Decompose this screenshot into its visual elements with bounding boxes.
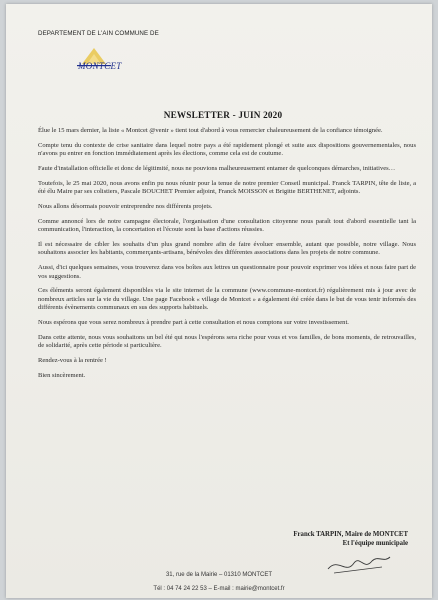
signature-block	[293, 530, 408, 548]
logo-wordmark: MONTCET	[78, 61, 122, 71]
paragraph: Élue le 15 mars dernier, la liste « Montcet @venir » tient tout d'abord à vous remercier chaleureusement de la confiance témoignée.	[38, 127, 383, 134]
signature-name: Franck TARPIN, Maire de MONTCET	[293, 531, 408, 538]
newsletter-page	[6, 4, 432, 598]
footer-address: 31, rue de la Mairie – 01310 MONTCET	[165, 572, 273, 578]
newsletter-title: NEWSLETTER - JUIN 2020	[163, 110, 283, 120]
paragraph: Compte tenu du contexte de crise sanitaire dans lequel notre pays a été rapidement plongé et suite aux dispositions gouvernementales, nous n'avons pu entrer en fonction immédiatement après les élections, comme cela est de coutume.	[38, 141, 416, 158]
paragraph: Nous allons désormais pouvoir entreprendre nos différents projets.	[38, 203, 213, 210]
paragraph: Il est nécessaire de cibler les souhaits d'un plus grand nombre afin de faire évoluer ensemble, autant que possible, notre village. Nous souhaitons associer les habitants, commerçants-artisans, bénévoles des différentes associations dans les projets de notre commune.	[38, 241, 416, 257]
paragraph: Comme annoncé lors de notre campagne électorale, l'organisation d'une consultation citoyenne nous paraît tout d'abord essentielle tant la communication, l'interaction, la concertation et l'écoute sont la base d'actions réussies.	[38, 217, 416, 234]
paragraph: Dans cette attente, nous vous souhaitons un bel été qui nous l'espérons sera riche pour vous et vos familles, de bons moments, de retrouvailles, de solidarité, après cette période si particulière.	[38, 333, 416, 350]
department-header: DEPARTEMENT DE L'AIN COMMUNE DE	[38, 30, 159, 37]
paragraph: Rendez-vous à la rentrée !	[38, 357, 107, 365]
footer-contact: Tél : 04 74 24 22 53 – E-mail : mairie@montcet.fr	[153, 586, 285, 592]
newsletter-body	[38, 127, 416, 387]
paragraph: Aussi, d'ici quelques semaines, vous trouverez dans vos boîtes aux lettres un questionnaire pour pouvoir exprimer vos idées et nous faire part de vos suggestions.	[38, 264, 416, 280]
paragraph: Bien sincèrement.	[38, 371, 86, 379]
paragraph: Faute d'installation officielle et donc de légitimité, nous ne pouvions malheureusement entamer de quelconques démarches, initiatives…	[38, 165, 396, 172]
signature-team: Et l'équipe municipale	[342, 540, 408, 547]
paragraph: Nous espérons que vous serez nombreux à prendre part à cette consultation et nous comptons sur votre investissement.	[38, 319, 349, 327]
paragraph: Toutefois, le 25 mai 2020, nous avons enfin pu nous réunir pour la tenue de notre premier Conseil municipal. Franck TARPIN, tête de liste, a été élu Maire par ses colistiers, Pascale BOUCHET Premier adjoint, Franck MOISSON et Brigitte BERTHENET, adjoints.	[38, 179, 416, 196]
paragraph: Ces éléments seront également disponibles via le site internet de la commune (www.commune-montcet.fr) régulièrement mis à jour avec de nombreux articles sur la vie du village. Une page Facebook « village de Montcet » a également été créée dans le but de vous tenir informés des différents évènements communaux en sus des supports habituels.	[38, 287, 416, 312]
